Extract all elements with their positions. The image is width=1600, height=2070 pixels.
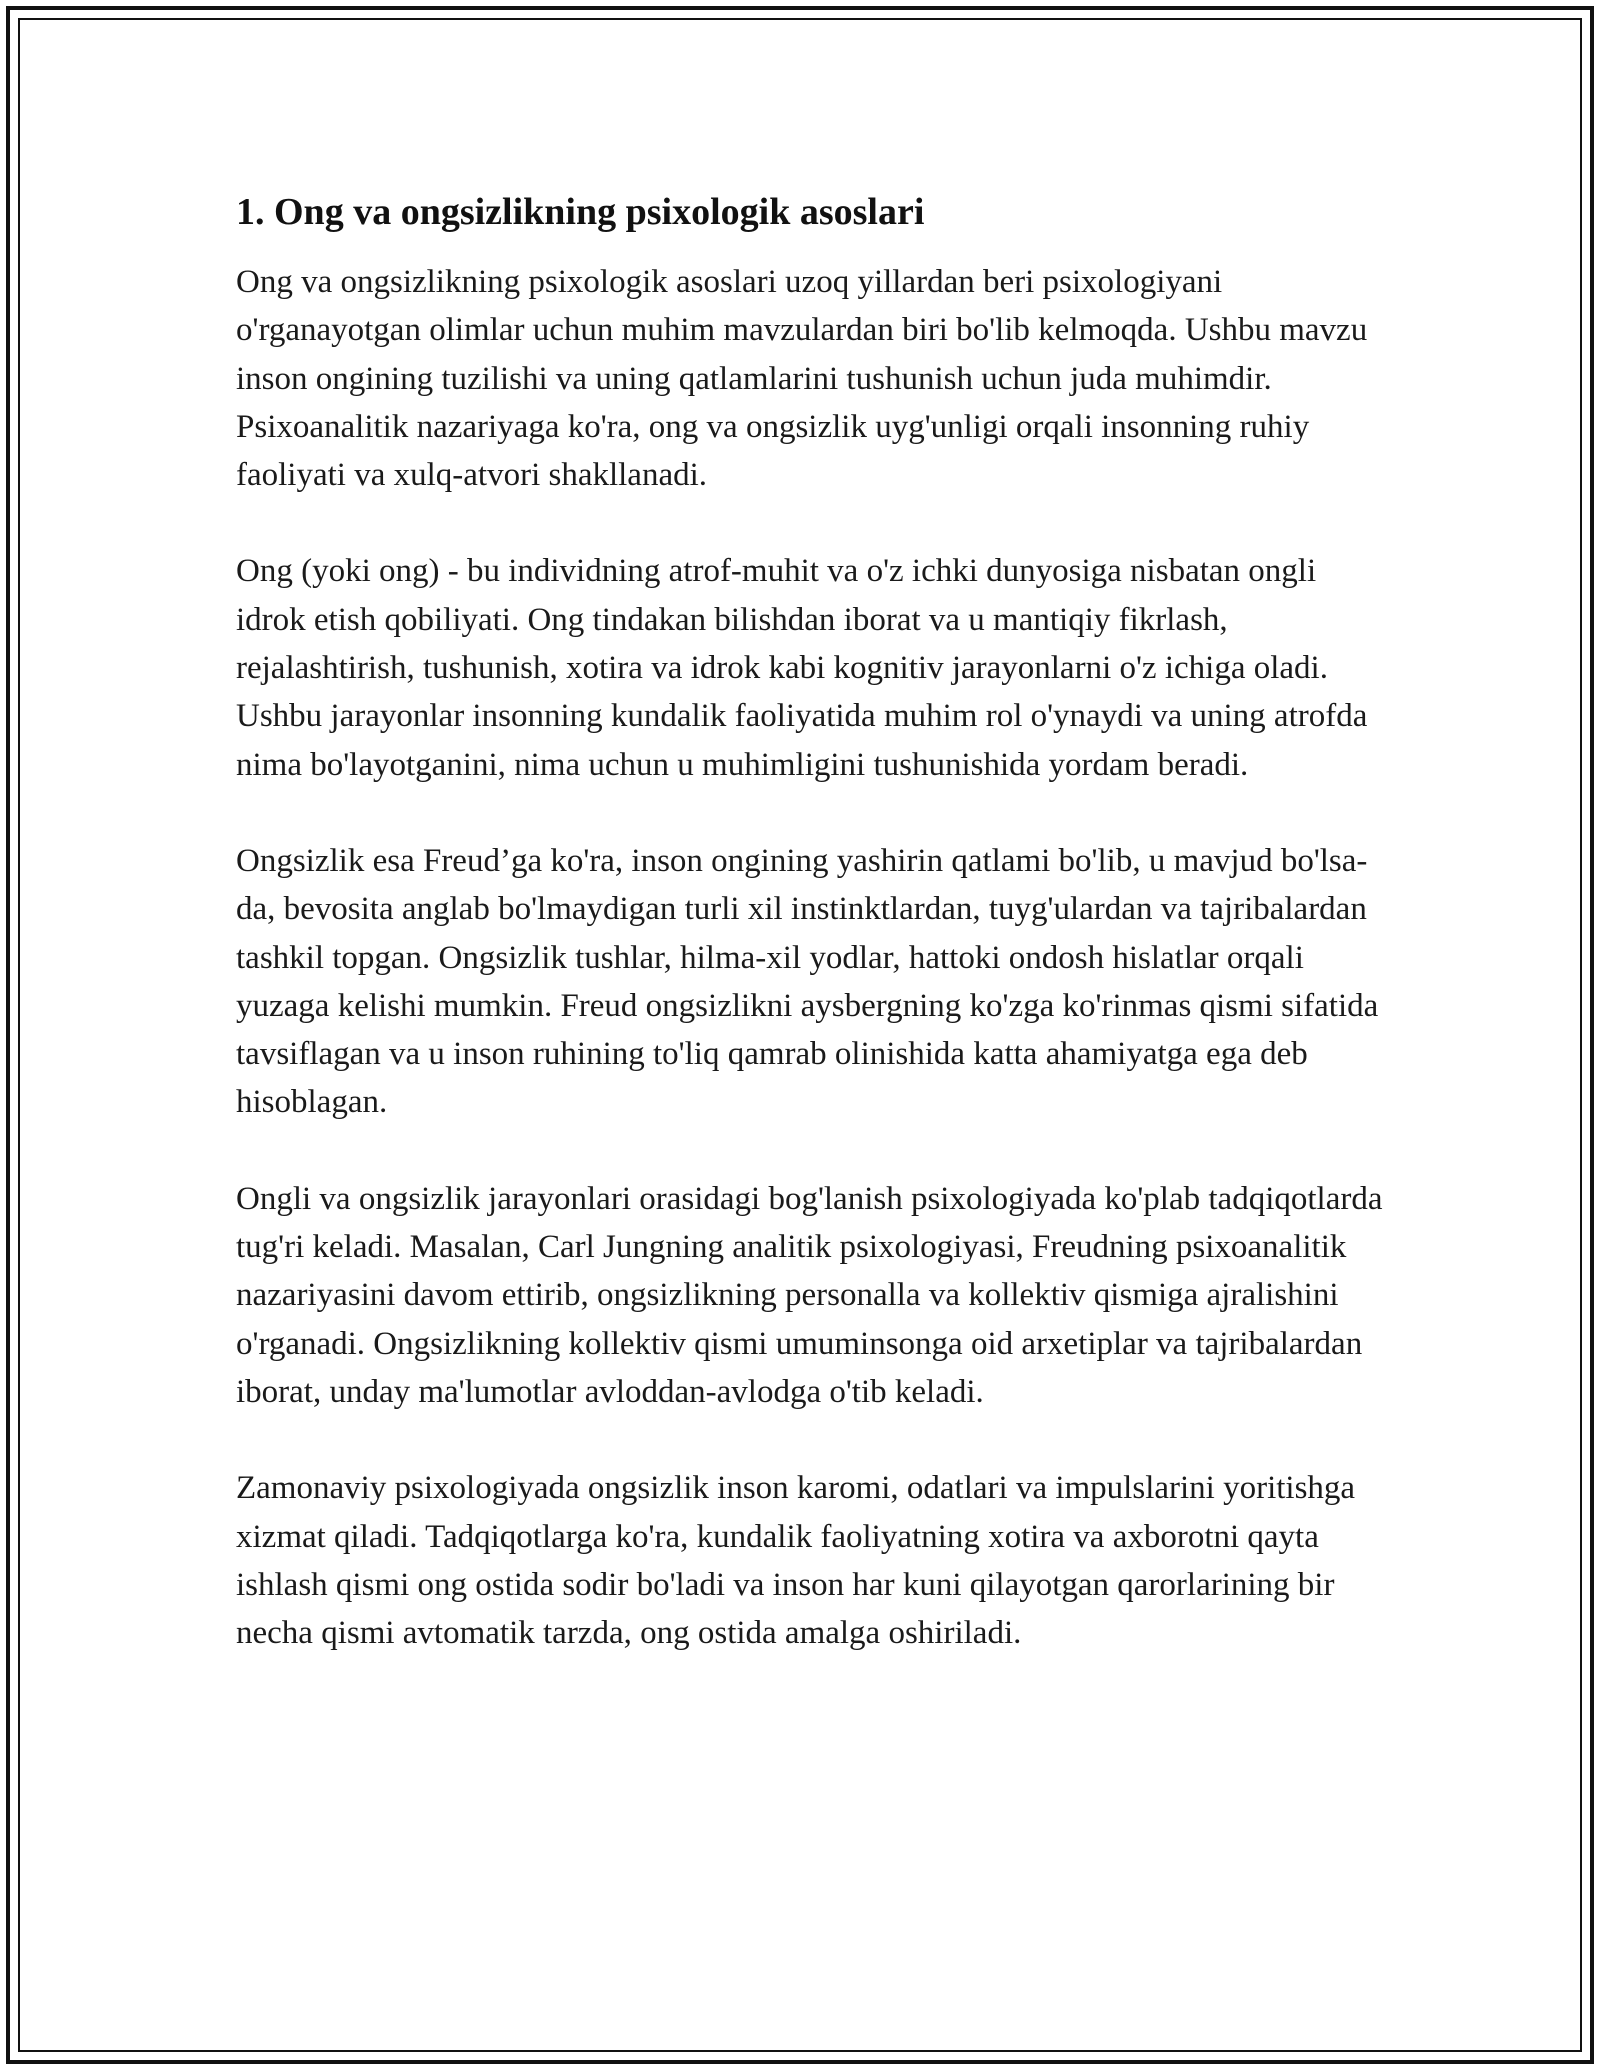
document-body [236, 188, 1386, 1705]
paragraph-5: Zamonaviy psixologiyada ongsizlik inson karomi, odatlari va impulslarini yoritishga xizmat qiladi. Tadqiqotlarga ko'ra, kundalik faoliyatning xotira va axborotni qayta ishlash qismi ong ostida sodir bo'ladi va inson har kuni qilayotgan qarorlarining bir necha qismi avtomatik tarzda, ong ostida amalga oshiriladi. [236, 1470, 1356, 1652]
paragraph-4: Ongli va ongsizlik jarayonlari orasidagi bog'lanish psixologiyada ko'plab tadqiqotlarda tug'ri keladi. Masalan, Carl Jungning analitik psixologiyasi, Freudning psixoanalitik nazariyasini davom ettirib, ongsizlikning personalla va kollektiv qismiga ajralishini o'rganadi. Ongsizlikning kollektiv qismi umuminsonga oid arxetiplar va tajribalardan iborat, unday ma'lumotlar avloddan-avlodga o'tib keladi. [236, 1180, 1383, 1410]
paragraph-3: Ongsizlik esa Freud’ga ko'ra, inson ongining yashirin qatlami bo'lib, u mavjud bo'lsa-da, bevosita anglab bo'lmaydigan turli xil instinktlardan, tuyg'ulardan va tajribalardan tashkil topgan. Ongsizlik tushlar, hilma-xil yodlar, hattoki ondosh hislatlar orqali yuzaga kelishi mumkin. Freud ongsizlikni aysbergning ko'zga ko'rinmas qismi sifatida tavsiflagan va u inson ruhining to'liq qamrab olinishida katta ahamiyatga ega deb hisoblagan. [236, 842, 1379, 1121]
paragraph-1: Ong va ongsizlikning psixologik asoslari uzoq yillardan beri psixologiyani o'rganayotgan olimlar uchun muhim mavzulardan biri bo'lib kelmoqda. Ushbu mavzu inson ongining tuzilishi va uning qatlamlarini tushunish uchun juda muhimdir. Psixoanalitik nazariyaga ko'ra, ong va ongsizlik uyg'unligi orqali insonning ruhiy faoliyati va xulq-atvori shakllanadi. [236, 264, 1368, 494]
paragraph-2: Ong (yoki ong) - bu individning atrof-muhit va o'z ichki dunyosiga nisbatan ongli idrok etish qobiliyati. Ong tindakan bilishdan iborat va u mantiqiy fikrlash, rejalashtirish, tushunish, xotira va idrok kabi kognitiv jarayonlarni o'z ichiga oladi. Ushbu jarayonlar insonning kundalik faoliyatida muhim rol o'ynaydi va uning atrofda nima bo'layotganini, nima uchun u muhimligini tushunishida yordam beradi. [236, 553, 1368, 783]
section-heading: 1. Ong va ongsizlikning psixologik asoslari [236, 191, 925, 233]
